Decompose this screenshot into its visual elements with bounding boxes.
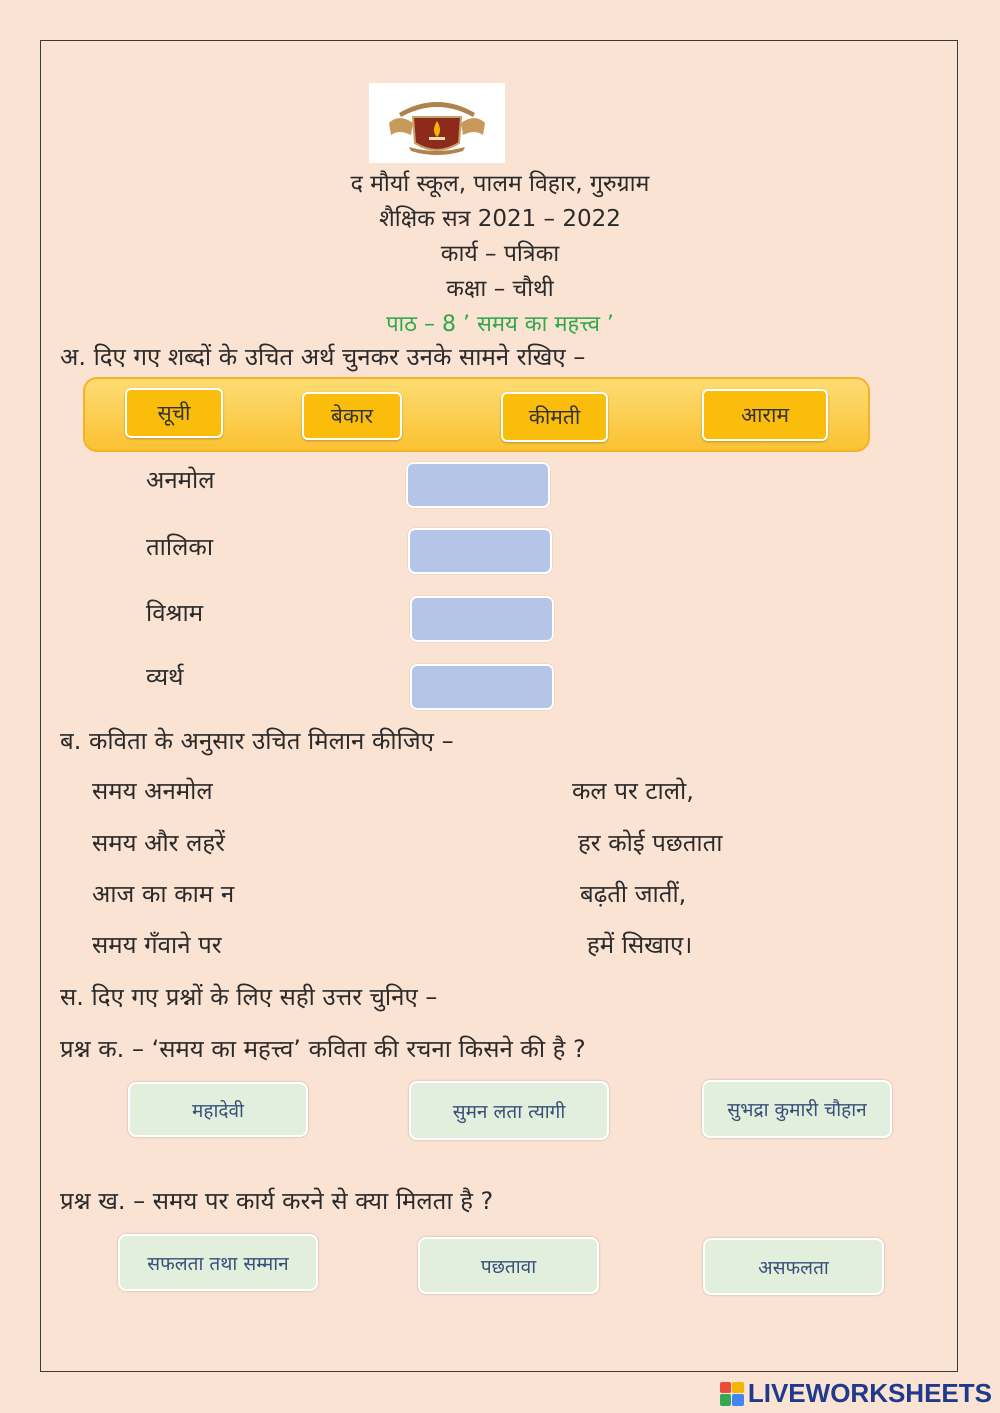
match-left-item[interactable]: आज का काम न xyxy=(92,880,235,908)
question-2: प्रश्न ख. – समय पर कार्य करने से क्या मिलता है ? xyxy=(60,1187,494,1215)
word-label: विश्राम xyxy=(146,599,204,627)
question-1: प्रश्न क. – ‘समय का महत्त्व’ कविता की रचना किसने की है ? xyxy=(60,1035,586,1063)
answer-option[interactable]: महादेवी xyxy=(128,1082,308,1137)
answer-drop-box[interactable] xyxy=(410,596,554,642)
answer-option[interactable]: पछतावा xyxy=(418,1237,599,1294)
answer-option[interactable]: सफलता तथा सम्मान xyxy=(118,1234,318,1291)
school-logo xyxy=(369,83,505,163)
answer-option[interactable]: सुभद्रा कुमारी चौहान xyxy=(702,1080,892,1138)
work-title: कार्य – पत्रिका xyxy=(440,241,560,267)
class-title: कक्षा – चौथी xyxy=(446,276,554,302)
word-chip[interactable]: बेकार xyxy=(302,392,402,440)
match-left-item[interactable]: समय अनमोल xyxy=(92,777,213,805)
lesson-title: पाठ – 8 ’ समय का महत्त्व ’ xyxy=(386,312,614,337)
word-label: तालिका xyxy=(146,533,214,561)
match-right-item[interactable]: बढ़ती जातीं, xyxy=(580,880,687,908)
school-name: द मौर्या स्कूल, पालम विहार, गुरुग्राम xyxy=(350,171,650,197)
liveworksheets-logo[interactable] xyxy=(720,1378,992,1409)
section-c-instruction: स. दिए गए प्रश्नों के लिए सही उत्तर चुनिए – xyxy=(60,983,438,1011)
match-right-item[interactable]: हमें सिखाए। xyxy=(587,931,693,959)
match-right-item[interactable]: हर कोई पछताता xyxy=(578,829,723,857)
answer-drop-box[interactable] xyxy=(406,462,550,508)
answer-drop-box[interactable] xyxy=(408,528,552,574)
match-left-item[interactable]: समय और लहरें xyxy=(92,829,225,857)
word-chip[interactable]: आराम xyxy=(702,389,828,441)
session: शैक्षिक सत्र 2021 – 2022 xyxy=(379,206,621,232)
match-left-item[interactable]: समय गँवाने पर xyxy=(92,931,222,959)
match-right-item[interactable]: कल पर टालो, xyxy=(572,777,694,805)
answer-drop-box[interactable] xyxy=(410,664,554,710)
liveworksheets-icon xyxy=(720,1382,744,1406)
answer-option[interactable]: असफलता xyxy=(703,1238,884,1295)
word-label: व्यर्थ xyxy=(146,663,184,691)
section-a-instruction: अ. दिए गए शब्दों के उचित अर्थ चुनकर उनके सामने रखिए – xyxy=(60,343,586,371)
section-b-instruction: ब. कविता के अनुसार उचित मिलान कीजिए – xyxy=(60,727,454,755)
word-chip[interactable]: कीमती xyxy=(501,392,608,442)
answer-option[interactable]: सुमन लता त्यागी xyxy=(409,1081,609,1140)
word-chip[interactable]: सूची xyxy=(125,388,223,438)
liveworksheets-brand: LIVEWORKSHEETS xyxy=(747,1378,992,1408)
word-label: अनमोल xyxy=(146,466,215,494)
